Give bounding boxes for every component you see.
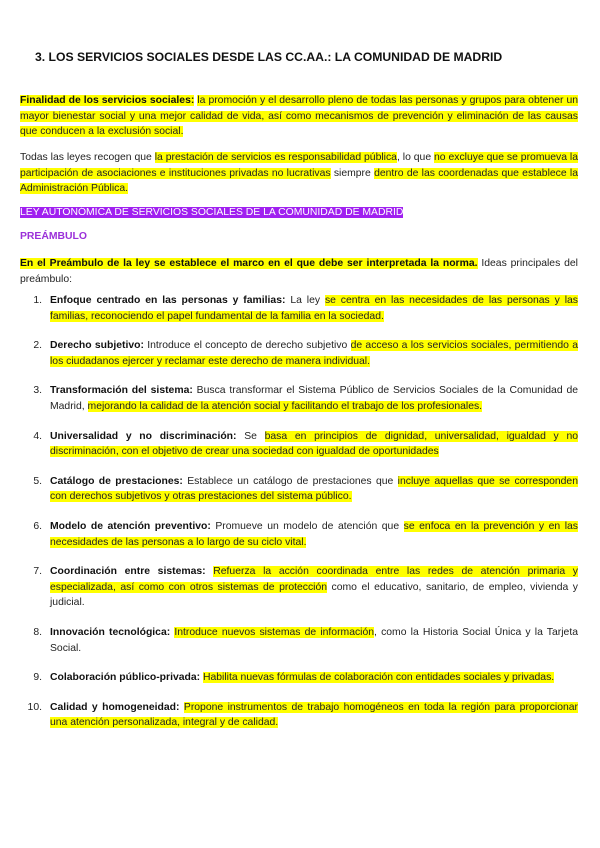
preambulo-heading: PREÁMBULO [20,231,87,242]
item-label: Calidad y homogeneidad: [50,701,180,713]
ley-heading [20,205,403,220]
item-label: Enfoque centrado en las personas y familias: [50,295,286,306]
list-item [20,429,578,460]
preambulo-lead-bold: En el Preámbulo de la ley se establece el marco en el que debe ser interpretada la norma. [20,258,478,269]
item-number: 5. [33,475,42,487]
list-item [20,338,578,369]
item-text: Promueve un modelo de atención que [210,520,404,532]
list-item [20,670,578,686]
item-highlight: incluye aquellas que se corresponden con derechos subjetivos y otras prestaciones del sistema público. [50,475,578,503]
finalidad-paragraph [20,93,578,140]
item-number: 6. [33,520,42,532]
item-text-after: , como la Historia Social Única y la Tarjeta Social. [50,626,578,654]
item-label: Innovación tecnológica: [50,626,171,638]
list-item [20,700,578,731]
preambulo-lead-rest: Ideas principales del preámbulo: [20,258,578,285]
item-highlight: se centra en las necesidades de las personas y las familias, reconociendo el papel fundamental de la familia en la sociedad. [50,295,578,322]
item-number: 2. [33,340,42,352]
item-text: Introduce el concepto de derecho subjetivo [143,340,351,352]
item-highlight: Refuerza la acción coordinada entre las redes de atención primaria y especializada, así como con otros sistemas de protección [50,566,578,593]
item-number: 9. [33,672,42,684]
item-number: 1. [33,295,42,306]
list-item [20,383,578,414]
list-item [20,519,578,550]
item-label: Colaboración público-privada: [50,672,201,684]
item-highlight: se enfoca en la prevención y en las necesidades de las personas a lo largo de su ciclo vital. [50,520,578,548]
leyes-text-b: la prestación de servicios es responsabilidad pública [154,152,397,163]
list-item [20,625,578,656]
preambulo-list [20,293,578,731]
item-highlight: Habilita nuevas fórmulas de colaboración con entidades sociales y privadas. [203,672,555,684]
leyes-text-e: siempre [333,167,371,179]
finalidad-label: Finalidad de los servicios sociales: [20,95,195,106]
item-label: Universalidad y no discriminación: [50,430,237,442]
item-highlight: Introduce nuevos sistemas de información [174,626,375,638]
item-highlight: Propone instrumentos de trabajo homogéneos en toda la región para proporcionar una atención personalizada, integral y de calidad. [50,701,578,729]
item-highlight: basa en principios de dignidad, universalidad, igualdad y no discriminación, con el objetivo de crear una sociedad con igualdad de oportunidades [50,430,579,458]
item-highlight: de acceso a los servicios sociales, permitiendo a los ciudadanos ejercer y reclamar este derecho de manera individual. [50,340,578,367]
list-item [20,474,578,505]
item-label: Derecho subjetivo: [50,340,144,352]
leyes-paragraph [20,150,578,197]
finalidad-text: la promoción y el desarrollo pleno de todas las personas y grupos para obtener un mayor bienestar social y una mejor calidad de vida, así como mecanismos de prevención y eliminación de las causas que conducen a la exclusión social. [20,95,578,138]
leyes-text-f: dentro de las coordenadas que establece la Administración Pública. [20,167,578,195]
list-item [20,293,578,324]
leyes-text-a: Todas las leyes recogen que [20,152,152,163]
item-label: Catálogo de prestaciones: [50,475,183,487]
page-title: 3. LOS SERVICIOS SOCIALES DESDE LAS CC.AA.: LA COMUNIDAD DE MADRID [35,50,503,64]
leyes-text-d: no excluye que se promueva la participación de asociaciones e instituciones privadas no lucrativas [20,152,579,179]
item-number: 4. [33,430,42,442]
item-number: 8. [33,626,42,638]
item-text: Establece un catálogo de prestaciones que [182,475,398,487]
item-number: 10. [27,701,42,713]
item-label: Coordinación entre sistemas: [50,566,206,578]
list-item [20,564,578,611]
item-text: Se [236,430,265,442]
item-highlight: mejorando la calidad de la atención social y facilitando el trabajo de los profesionales. [87,400,483,412]
item-text: La ley [285,295,325,306]
item-text: Busca transformar el Sistema Público de Servicios Sociales de la Comunidad de Madrid, [50,385,578,412]
item-number: 7. [33,566,42,578]
item-label: Modelo de atención preventivo: [50,520,211,532]
item-label: Transformación del sistema: [50,385,193,397]
item-number: 3. [33,385,42,397]
item-text-after: como el educativo, sanitario, de empleo, vivienda y judicial. [50,581,578,609]
leyes-text-c: , lo que [396,152,432,163]
ley-heading-text: LEY AUTONÓMICA DE SERVICIOS SOCIALES DE LA COMUNIDAD DE MADRID [20,207,404,218]
preambulo-lead [20,256,578,287]
